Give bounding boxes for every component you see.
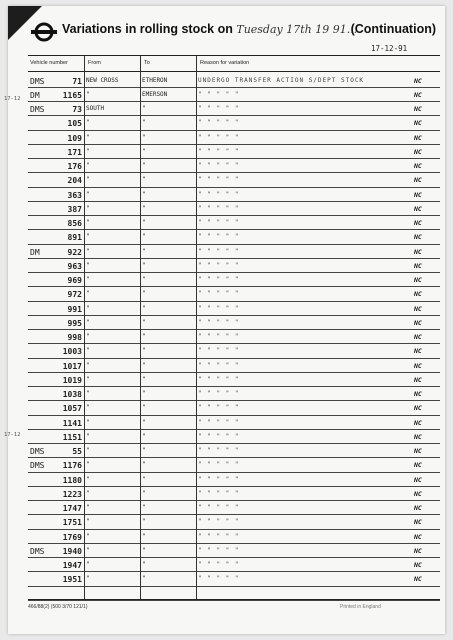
to-cell: ": [142, 247, 146, 255]
nc-cell: NC: [414, 447, 422, 455]
vehicle-class: DMS: [30, 447, 45, 456]
vehicle-number-cell: [30, 490, 82, 499]
to-cell: ": [142, 105, 146, 112]
nc-cell: NC: [414, 147, 422, 156]
vehicle-number: 1151: [62, 432, 82, 442]
reason-cell: " " " " ": [198, 532, 240, 540]
from-cell: ": [86, 561, 90, 568]
vehicle-number: 1940: [62, 546, 82, 556]
nc-cell: NC: [414, 489, 422, 498]
from-cell: ": [86, 318, 90, 326]
vehicle-number: 204: [67, 176, 82, 186]
to-cell: ": [142, 119, 146, 127]
from-cell: ": [86, 247, 90, 255]
vehicle-number: 1003: [62, 347, 82, 357]
continuation-label: (Continuation): [350, 22, 436, 36]
nc-cell: NC: [414, 461, 422, 470]
table-row: [28, 258, 440, 273]
nc-cell: NC: [414, 233, 422, 242]
vehicle-number-cell: [30, 575, 82, 584]
vehicle-number-cell: [30, 290, 82, 299]
reason-cell: " " " " ": [198, 276, 240, 283]
table-row: [28, 158, 440, 173]
vehicle-number-cell: [30, 461, 82, 470]
nc-cell: NC: [414, 361, 422, 370]
vehicle-number-cell: [30, 319, 82, 328]
vehicle-number: 922: [67, 247, 82, 257]
printer-note: Printed in England: [340, 604, 381, 610]
to-cell: ": [142, 304, 146, 312]
to-cell: ": [142, 561, 146, 568]
title-date: Tuesday 17th 19 91....: [236, 23, 361, 36]
from-cell: ": [86, 518, 90, 526]
reason-cell: " " " " ": [198, 119, 240, 127]
vehicle-number-cell: [30, 504, 82, 513]
vehicle-number: 972: [67, 290, 82, 300]
vehicle-number: 1165: [62, 90, 82, 100]
vehicle-number: 995: [67, 318, 82, 328]
reason-cell: " " " " ": [198, 333, 240, 340]
from-cell: ": [86, 489, 90, 497]
vehicle-number-cell: [30, 205, 82, 214]
vehicle-number: 363: [67, 190, 82, 200]
vehicle-number-cell: [30, 305, 82, 314]
vehicle-number: 1747: [62, 504, 82, 513]
nc-cell: NC: [414, 76, 422, 85]
from-cell: ": [86, 147, 90, 155]
reason-cell: " " " " ": [198, 432, 240, 440]
table-header: [28, 56, 440, 72]
reason-cell: " " " " ": [198, 575, 240, 583]
from-cell: ": [86, 162, 90, 169]
table-row: [28, 372, 440, 387]
nc-cell: NC: [414, 105, 422, 113]
reason-cell: " " " " ": [198, 561, 240, 568]
from-cell: ": [86, 432, 90, 440]
vehicle-number: 1951: [62, 575, 82, 585]
from-cell: ": [86, 546, 90, 554]
from-cell: SOUTH: [86, 105, 105, 112]
header-from: From: [88, 60, 101, 66]
vehicle-number: 969: [67, 276, 82, 285]
to-cell: ": [142, 575, 146, 583]
column-divider: [140, 56, 141, 599]
reason-cell: " " " " ": [198, 518, 240, 526]
vehicle-number: 891: [67, 233, 82, 243]
reason-cell: " " " " ": [198, 361, 240, 369]
from-cell: ": [86, 290, 90, 298]
table-row: [28, 130, 440, 145]
reason-cell: " " " " ": [198, 375, 240, 383]
vehicle-number-cell: [30, 547, 82, 556]
from-cell: ": [86, 119, 90, 127]
from-cell: ": [86, 304, 90, 312]
vehicle-number-cell: [30, 404, 82, 413]
vehicle-number-cell: [30, 533, 82, 542]
table-row: [28, 586, 440, 601]
to-cell: ": [142, 204, 146, 212]
vehicle-number: 73: [72, 105, 82, 114]
vehicle-number: 105: [67, 119, 82, 129]
table-row: [28, 272, 440, 287]
vehicle-number: 387: [67, 204, 82, 214]
vehicle-number: 1017: [62, 361, 82, 371]
title-text: Variations in rolling stock on: [62, 22, 233, 36]
vehicle-number-cell: [30, 362, 82, 371]
nc-cell: NC: [414, 475, 422, 484]
page-title: [62, 22, 442, 36]
handwritten-date: 17-12-91: [371, 44, 408, 53]
from-cell: ": [86, 233, 90, 241]
table-row: [28, 529, 440, 544]
reason-cell: UNDERGO TRANSFER ACTION S/DEPT STOCK: [198, 76, 365, 84]
vehicle-number: 1141: [62, 418, 82, 428]
table-row: [28, 286, 440, 301]
vehicle-class: DMS: [30, 105, 45, 114]
vehicle-number: 1176: [62, 461, 82, 471]
nc-cell: NC: [414, 162, 422, 170]
reason-cell: " " " " ": [198, 390, 240, 397]
table-row: [28, 386, 440, 401]
column-divider: [84, 56, 85, 599]
reason-cell: " " " " ": [198, 147, 240, 155]
reason-cell: " " " " ": [198, 204, 240, 212]
form-code: 466/88(2) (500 3/70 121/1): [28, 604, 88, 610]
vehicle-number: 1769: [62, 532, 82, 542]
vehicle-number-cell: [30, 518, 82, 527]
from-cell: ": [86, 575, 90, 583]
nc-cell: NC: [414, 561, 422, 569]
reason-cell: " " " " ": [198, 318, 240, 326]
from-cell: ": [86, 375, 90, 383]
nc-cell: NC: [414, 304, 422, 313]
to-cell: ETHERON: [142, 76, 168, 84]
nc-cell: NC: [414, 219, 422, 227]
nc-cell: NC: [414, 176, 422, 185]
table-row: [28, 358, 440, 373]
table-row: [28, 543, 440, 558]
vehicle-number: 71: [72, 76, 82, 86]
reason-cell: " " " " ": [198, 404, 240, 412]
vehicle-number: 1751: [62, 518, 82, 528]
to-cell: ": [142, 475, 146, 483]
vehicle-number: 963: [67, 261, 82, 271]
reason-cell: " " " " ": [198, 475, 240, 483]
nc-cell: NC: [414, 532, 422, 541]
from-cell: ": [86, 133, 90, 141]
vehicle-number: 55: [72, 447, 82, 456]
vehicle-number-cell: [30, 191, 82, 200]
from-cell: ": [86, 204, 90, 212]
nc-cell: NC: [414, 418, 422, 427]
from-cell: NEW CROSS: [86, 76, 119, 84]
to-cell: ": [142, 276, 146, 283]
to-cell: ": [142, 532, 146, 540]
vehicle-class: DMS: [30, 76, 45, 86]
nc-cell: NC: [414, 261, 422, 270]
from-cell: ": [86, 461, 90, 469]
to-cell: ": [142, 290, 146, 298]
vehicle-number: 171: [67, 147, 82, 157]
nc-cell: NC: [414, 190, 422, 199]
table-row: [28, 101, 440, 116]
table-row: [28, 229, 440, 244]
to-cell: ": [142, 176, 146, 184]
table-row: [28, 315, 440, 330]
vehicle-number-cell: [30, 447, 82, 456]
from-cell: ": [86, 475, 90, 483]
to-cell: ": [142, 133, 146, 141]
vehicle-number-cell: [30, 233, 82, 242]
vehicle-number-cell: [30, 91, 82, 100]
vehicle-number-cell: [30, 333, 82, 342]
reason-cell: " " " " ": [198, 176, 240, 184]
from-cell: ": [86, 418, 90, 426]
to-cell: ": [142, 219, 146, 226]
vehicle-number: 109: [67, 133, 82, 143]
nc-cell: NC: [414, 575, 422, 584]
nc-cell: NC: [414, 247, 422, 256]
to-cell: ": [142, 390, 146, 397]
vehicle-number-cell: [30, 476, 82, 485]
to-cell: ": [142, 233, 146, 241]
nc-cell: NC: [414, 432, 422, 441]
reason-cell: " " " " ": [198, 290, 240, 298]
vehicle-number-cell: [30, 119, 82, 128]
nc-cell: NC: [414, 347, 422, 356]
vehicle-number-cell: [30, 276, 82, 285]
reason-cell: " " " " ": [198, 489, 240, 497]
vehicle-number-cell: [30, 248, 82, 257]
to-cell: ": [142, 261, 146, 269]
reason-cell: " " " " ": [198, 261, 240, 269]
column-divider: [196, 56, 197, 599]
vehicle-number-cell: [30, 419, 82, 428]
reason-cell: " " " " ": [198, 546, 240, 554]
vehicle-number-cell: [30, 376, 82, 385]
nc-cell: NC: [414, 90, 422, 99]
nc-cell: NC: [414, 290, 422, 299]
table-row: [28, 557, 440, 572]
from-cell: ": [86, 333, 90, 340]
to-cell: ": [142, 447, 146, 454]
table-row: [28, 457, 440, 472]
table-row: [28, 429, 440, 444]
vehicle-number: 1223: [62, 489, 82, 499]
nc-cell: NC: [414, 133, 422, 142]
table-row: [28, 486, 440, 501]
vehicle-number-cell: [30, 105, 82, 114]
reason-cell: " " " " ": [198, 233, 240, 241]
from-cell: ": [86, 347, 90, 355]
to-cell: ": [142, 361, 146, 369]
from-cell: ": [86, 447, 90, 454]
from-cell: ": [86, 176, 90, 184]
to-cell: ": [142, 518, 146, 526]
vehicle-number: 991: [67, 304, 82, 314]
table-row: [28, 144, 440, 159]
table-row: [28, 343, 440, 358]
reason-cell: " " " " ": [198, 304, 240, 312]
variations-table: [28, 55, 440, 600]
from-cell: ": [86, 361, 90, 369]
margin-note: 17-12: [4, 432, 21, 438]
reason-cell: " " " " ": [198, 447, 240, 454]
to-cell: ": [142, 504, 146, 511]
vehicle-number: 1057: [62, 404, 82, 414]
table-row: [28, 301, 440, 316]
nc-cell: NC: [414, 390, 422, 398]
table-row: [28, 73, 440, 88]
table-row: [28, 329, 440, 344]
reason-cell: " " " " ": [198, 461, 240, 469]
header-vehicle-number: Vehicle number: [30, 60, 68, 66]
from-cell: ": [86, 276, 90, 283]
table-row: [28, 443, 440, 458]
vehicle-number: 998: [67, 333, 82, 342]
margin-note: 17-12: [4, 96, 21, 102]
nc-cell: NC: [414, 546, 422, 555]
to-cell: ": [142, 461, 146, 469]
table-row: [28, 400, 440, 415]
vehicle-number: 176: [67, 162, 82, 171]
vehicle-class: DMS: [30, 546, 45, 556]
table-row: [28, 87, 440, 102]
nc-cell: NC: [414, 375, 422, 384]
vehicle-class: DMS: [30, 461, 45, 471]
reason-cell: " " " " ": [198, 504, 240, 511]
to-cell: ": [142, 147, 146, 155]
header-reason: Reason for variation: [200, 60, 250, 66]
table-row: [28, 215, 440, 230]
reason-cell: " " " " ": [198, 162, 240, 169]
vehicle-number-cell: [30, 176, 82, 185]
table-row: [28, 115, 440, 130]
vehicle-class: DM: [30, 247, 40, 257]
from-cell: ": [86, 219, 90, 226]
to-cell: ": [142, 318, 146, 326]
vehicle-number-cell: [30, 134, 82, 143]
reason-cell: " " " " ": [198, 190, 240, 198]
from-cell: ": [86, 404, 90, 412]
from-cell: ": [86, 90, 90, 98]
vehicle-number: 856: [67, 219, 82, 228]
table-row: [28, 172, 440, 187]
table-row: [28, 187, 440, 202]
nc-cell: NC: [414, 404, 422, 413]
vehicle-number-cell: [30, 390, 82, 399]
table-row: [28, 514, 440, 529]
from-cell: ": [86, 390, 90, 397]
nc-cell: NC: [414, 318, 422, 327]
header-to: To: [144, 60, 150, 66]
vehicle-number-cell: [30, 561, 82, 570]
to-cell: ": [142, 162, 146, 169]
table-row: [28, 472, 440, 487]
reason-cell: " " " " ": [198, 219, 240, 226]
from-cell: ": [86, 532, 90, 540]
to-cell: ": [142, 333, 146, 340]
vehicle-number-cell: [30, 219, 82, 228]
vehicle-class: DM: [30, 90, 40, 100]
to-cell: EMERSON: [142, 90, 168, 98]
to-cell: ": [142, 489, 146, 497]
to-cell: ": [142, 432, 146, 440]
table-row: [28, 571, 440, 586]
to-cell: ": [142, 190, 146, 198]
reason-cell: " " " " ": [198, 347, 240, 355]
roundel-logo-icon: [30, 22, 58, 42]
to-cell: ": [142, 546, 146, 554]
vehicle-number: 1180: [62, 475, 82, 485]
nc-cell: NC: [414, 204, 422, 213]
nc-cell: NC: [414, 333, 422, 341]
nc-cell: NC: [414, 119, 422, 128]
reason-cell: " " " " ": [198, 247, 240, 255]
table-row: [28, 201, 440, 216]
vehicle-number: 1038: [62, 390, 82, 399]
from-cell: ": [86, 261, 90, 269]
to-cell: ": [142, 418, 146, 426]
reason-cell: " " " " ": [198, 105, 240, 112]
vehicle-number-cell: [30, 262, 82, 271]
vehicle-number-cell: [30, 433, 82, 442]
vehicle-number-cell: [30, 148, 82, 157]
vehicle-number-cell: [30, 77, 82, 86]
vehicle-number-cell: [30, 162, 82, 171]
vehicle-number: 1947: [62, 561, 82, 570]
from-cell: ": [86, 504, 90, 511]
vehicle-number-cell: [30, 347, 82, 356]
table-row: [28, 244, 440, 259]
to-cell: ": [142, 375, 146, 383]
nc-cell: NC: [414, 504, 422, 512]
reason-cell: " " " " ": [198, 418, 240, 426]
reason-cell: " " " " ": [198, 133, 240, 141]
to-cell: ": [142, 347, 146, 355]
from-cell: ": [86, 190, 90, 198]
nc-cell: NC: [414, 518, 422, 527]
table-row: [28, 415, 440, 430]
vehicle-number: 1019: [62, 375, 82, 385]
to-cell: ": [142, 404, 146, 412]
table-row: [28, 500, 440, 515]
nc-cell: NC: [414, 276, 422, 284]
reason-cell: " " " " ": [198, 90, 240, 98]
